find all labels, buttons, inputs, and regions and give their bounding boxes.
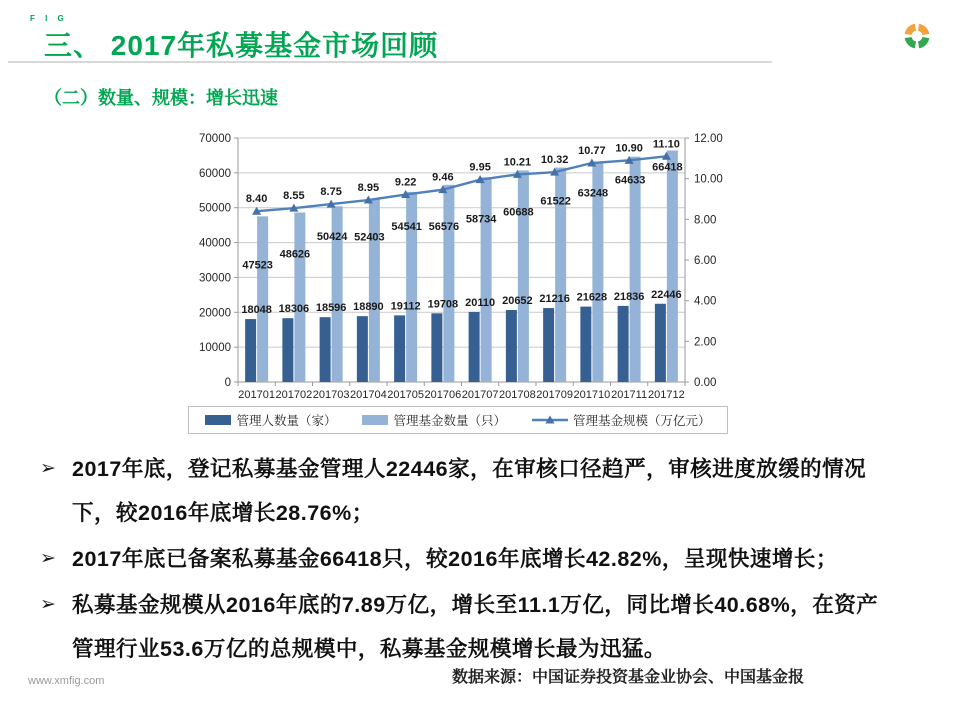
line-scale-label: 10.77 (578, 145, 606, 158)
category-label: 201706 (424, 389, 462, 401)
category-label: 201710 (573, 389, 611, 401)
left-axis-label: 0 (224, 377, 231, 389)
bar-managers-label: 18596 (315, 302, 347, 315)
line-scale-label: 11.10 (652, 138, 680, 151)
bar-managers-label: 21628 (576, 291, 608, 304)
bar-managers (431, 313, 442, 382)
bar-funds-label: 60688 (503, 206, 534, 219)
right-axis-label: 4.00 (694, 295, 717, 308)
bar-managers (282, 318, 293, 382)
bar-funds-label: 56576 (428, 220, 460, 233)
line-scale-label: 9.95 (469, 161, 491, 174)
bar-managers (655, 304, 666, 382)
category-label: 201712 (648, 389, 685, 401)
bar-funds-label: 63248 (577, 187, 609, 200)
bar-managers (320, 317, 331, 382)
line-scale-label: 10.32 (540, 154, 569, 167)
bar-managers (357, 316, 368, 382)
line-scale (257, 156, 667, 211)
bar-managers (580, 307, 591, 382)
bar-funds-label: 58734 (465, 213, 497, 226)
line-scale-label: 10.21 (503, 156, 532, 169)
bar-funds-label: 47523 (242, 259, 273, 272)
bar-funds-label: 52403 (354, 231, 385, 244)
line-scale-label: 8.95 (357, 182, 380, 195)
left-axis-label: 50000 (199, 202, 231, 215)
category-label: 201701 (238, 389, 275, 401)
bar-managers (618, 306, 629, 382)
footer-data-source: 数据来源：中国证券投资基金业协会、中国基金报 (452, 669, 805, 686)
bar-funds-label: 50424 (316, 231, 348, 244)
title-divider (8, 61, 772, 63)
footer-website: www.xmfig.com (28, 675, 105, 687)
bullet-text-1: 2017年底，登记私募基金管理人22446家，在审核口径趋严，审核进度放缓的情况下，较2016年底增长28.76%； (72, 457, 867, 525)
right-axis-label: 2.00 (694, 336, 717, 349)
line-scale-label: 10.90 (615, 142, 643, 155)
category-label: 201711 (611, 389, 648, 401)
bar-managers-label: 18048 (241, 304, 272, 317)
bullet-arrow-icon: ➢ (40, 594, 56, 615)
bar-funds (257, 216, 268, 382)
page-title: 三、 2017年私募基金市场回顾 (44, 30, 439, 61)
line-scale-label: 9.46 (432, 171, 454, 184)
bar-funds (443, 185, 454, 382)
legend-line-marker-icon (532, 414, 568, 426)
bar-managers-label: 18306 (278, 303, 310, 316)
bullet-text-2: 2017年底已备案私募基金66418只，较2016年底增长42.82%，呈现快速增长； (72, 547, 838, 571)
category-label: 201707 (461, 389, 499, 401)
legend-box (188, 406, 727, 434)
bar-funds (369, 199, 380, 382)
legend-item-managers (205, 411, 336, 429)
bar-funds-label: 48626 (279, 248, 311, 261)
bar-funds-label: 54541 (391, 220, 422, 233)
category-label: 201709 (536, 389, 573, 401)
bar-managers (469, 312, 480, 382)
bar-managers-label: 18890 (353, 301, 384, 314)
bar-funds (667, 150, 678, 382)
bullet-item (40, 583, 896, 671)
bar-managers-label: 21216 (539, 293, 570, 306)
right-axis-label: 12.00 (694, 133, 723, 145)
line-scale-label: 9.22 (394, 176, 417, 189)
legend-swatch-dark-bar-icon (205, 415, 231, 425)
bullet-arrow-icon: ➢ (40, 548, 56, 569)
bar-funds (518, 170, 529, 382)
chart-legend (168, 406, 748, 434)
legend-label-scale: 管理基金规模（万亿元） (573, 414, 711, 428)
legend-item-scale (532, 411, 711, 429)
bar-managers (543, 308, 554, 382)
bar-funds-label: 64633 (614, 174, 646, 187)
category-label: 201708 (499, 389, 536, 401)
right-axis-label: 10.00 (694, 173, 723, 186)
legend-label-funds: 管理基金数量（只） (393, 414, 506, 428)
bar-managers (394, 315, 405, 382)
chart-canvas (168, 122, 748, 434)
line-scale-label: 8.40 (245, 193, 268, 206)
bar-funds (294, 213, 305, 382)
left-axis-label: 40000 (199, 237, 231, 250)
left-axis-label: 10000 (199, 342, 231, 355)
fig-watermark: F I G (30, 14, 68, 23)
bar-managers-label: 20652 (502, 295, 533, 308)
right-axis-label: 6.00 (694, 255, 717, 267)
line-scale-label: 8.75 (320, 186, 342, 199)
category-label: 201703 (312, 389, 350, 401)
left-axis-label: 60000 (199, 167, 231, 180)
bar-managers (245, 319, 256, 382)
left-axis-label: 70000 (199, 133, 231, 145)
brand-logo-icon (903, 22, 931, 50)
bar-managers-label: 19112 (390, 300, 421, 313)
bar-funds-label: 61522 (540, 195, 571, 208)
bullet-list (40, 447, 896, 673)
category-label: 201704 (350, 389, 387, 401)
legend-swatch-light-bar-icon (362, 415, 388, 425)
bullet-item (40, 447, 896, 535)
legend-label-managers: 管理人数量（家） (236, 414, 337, 428)
legend-item-funds (362, 411, 506, 429)
bar-managers-label: 20110 (465, 296, 496, 309)
bullet-item (40, 537, 896, 581)
bar-managers-label: 19708 (427, 298, 459, 311)
right-axis-label: 8.00 (694, 214, 717, 227)
section-subtitle: （二）数量、规模：增长迅速 (44, 88, 278, 108)
bullet-arrow-icon: ➢ (40, 458, 56, 479)
bar-managers-label: 22446 (651, 288, 682, 301)
bar-funds-label: 66418 (652, 161, 683, 174)
left-axis-label: 30000 (199, 272, 231, 285)
category-label: 201705 (387, 389, 424, 401)
bullet-text-3: 私募基金规模从2016年底的7.89万亿，增长至11.1万亿，同比增长40.68%，在资产管理行业53.6万亿的总规模中，私募基金规模增长最为迅猛。 (72, 593, 879, 661)
category-label: 201702 (275, 389, 313, 401)
fund-growth-chart (168, 122, 748, 434)
bar-managers-label: 21836 (613, 290, 645, 303)
right-axis-label: 0.00 (694, 377, 717, 389)
left-axis-label: 20000 (199, 307, 231, 320)
bar-funds (481, 177, 492, 382)
bar-funds (630, 157, 641, 382)
bar-managers (506, 310, 517, 382)
line-scale-label: 8.55 (283, 190, 305, 203)
